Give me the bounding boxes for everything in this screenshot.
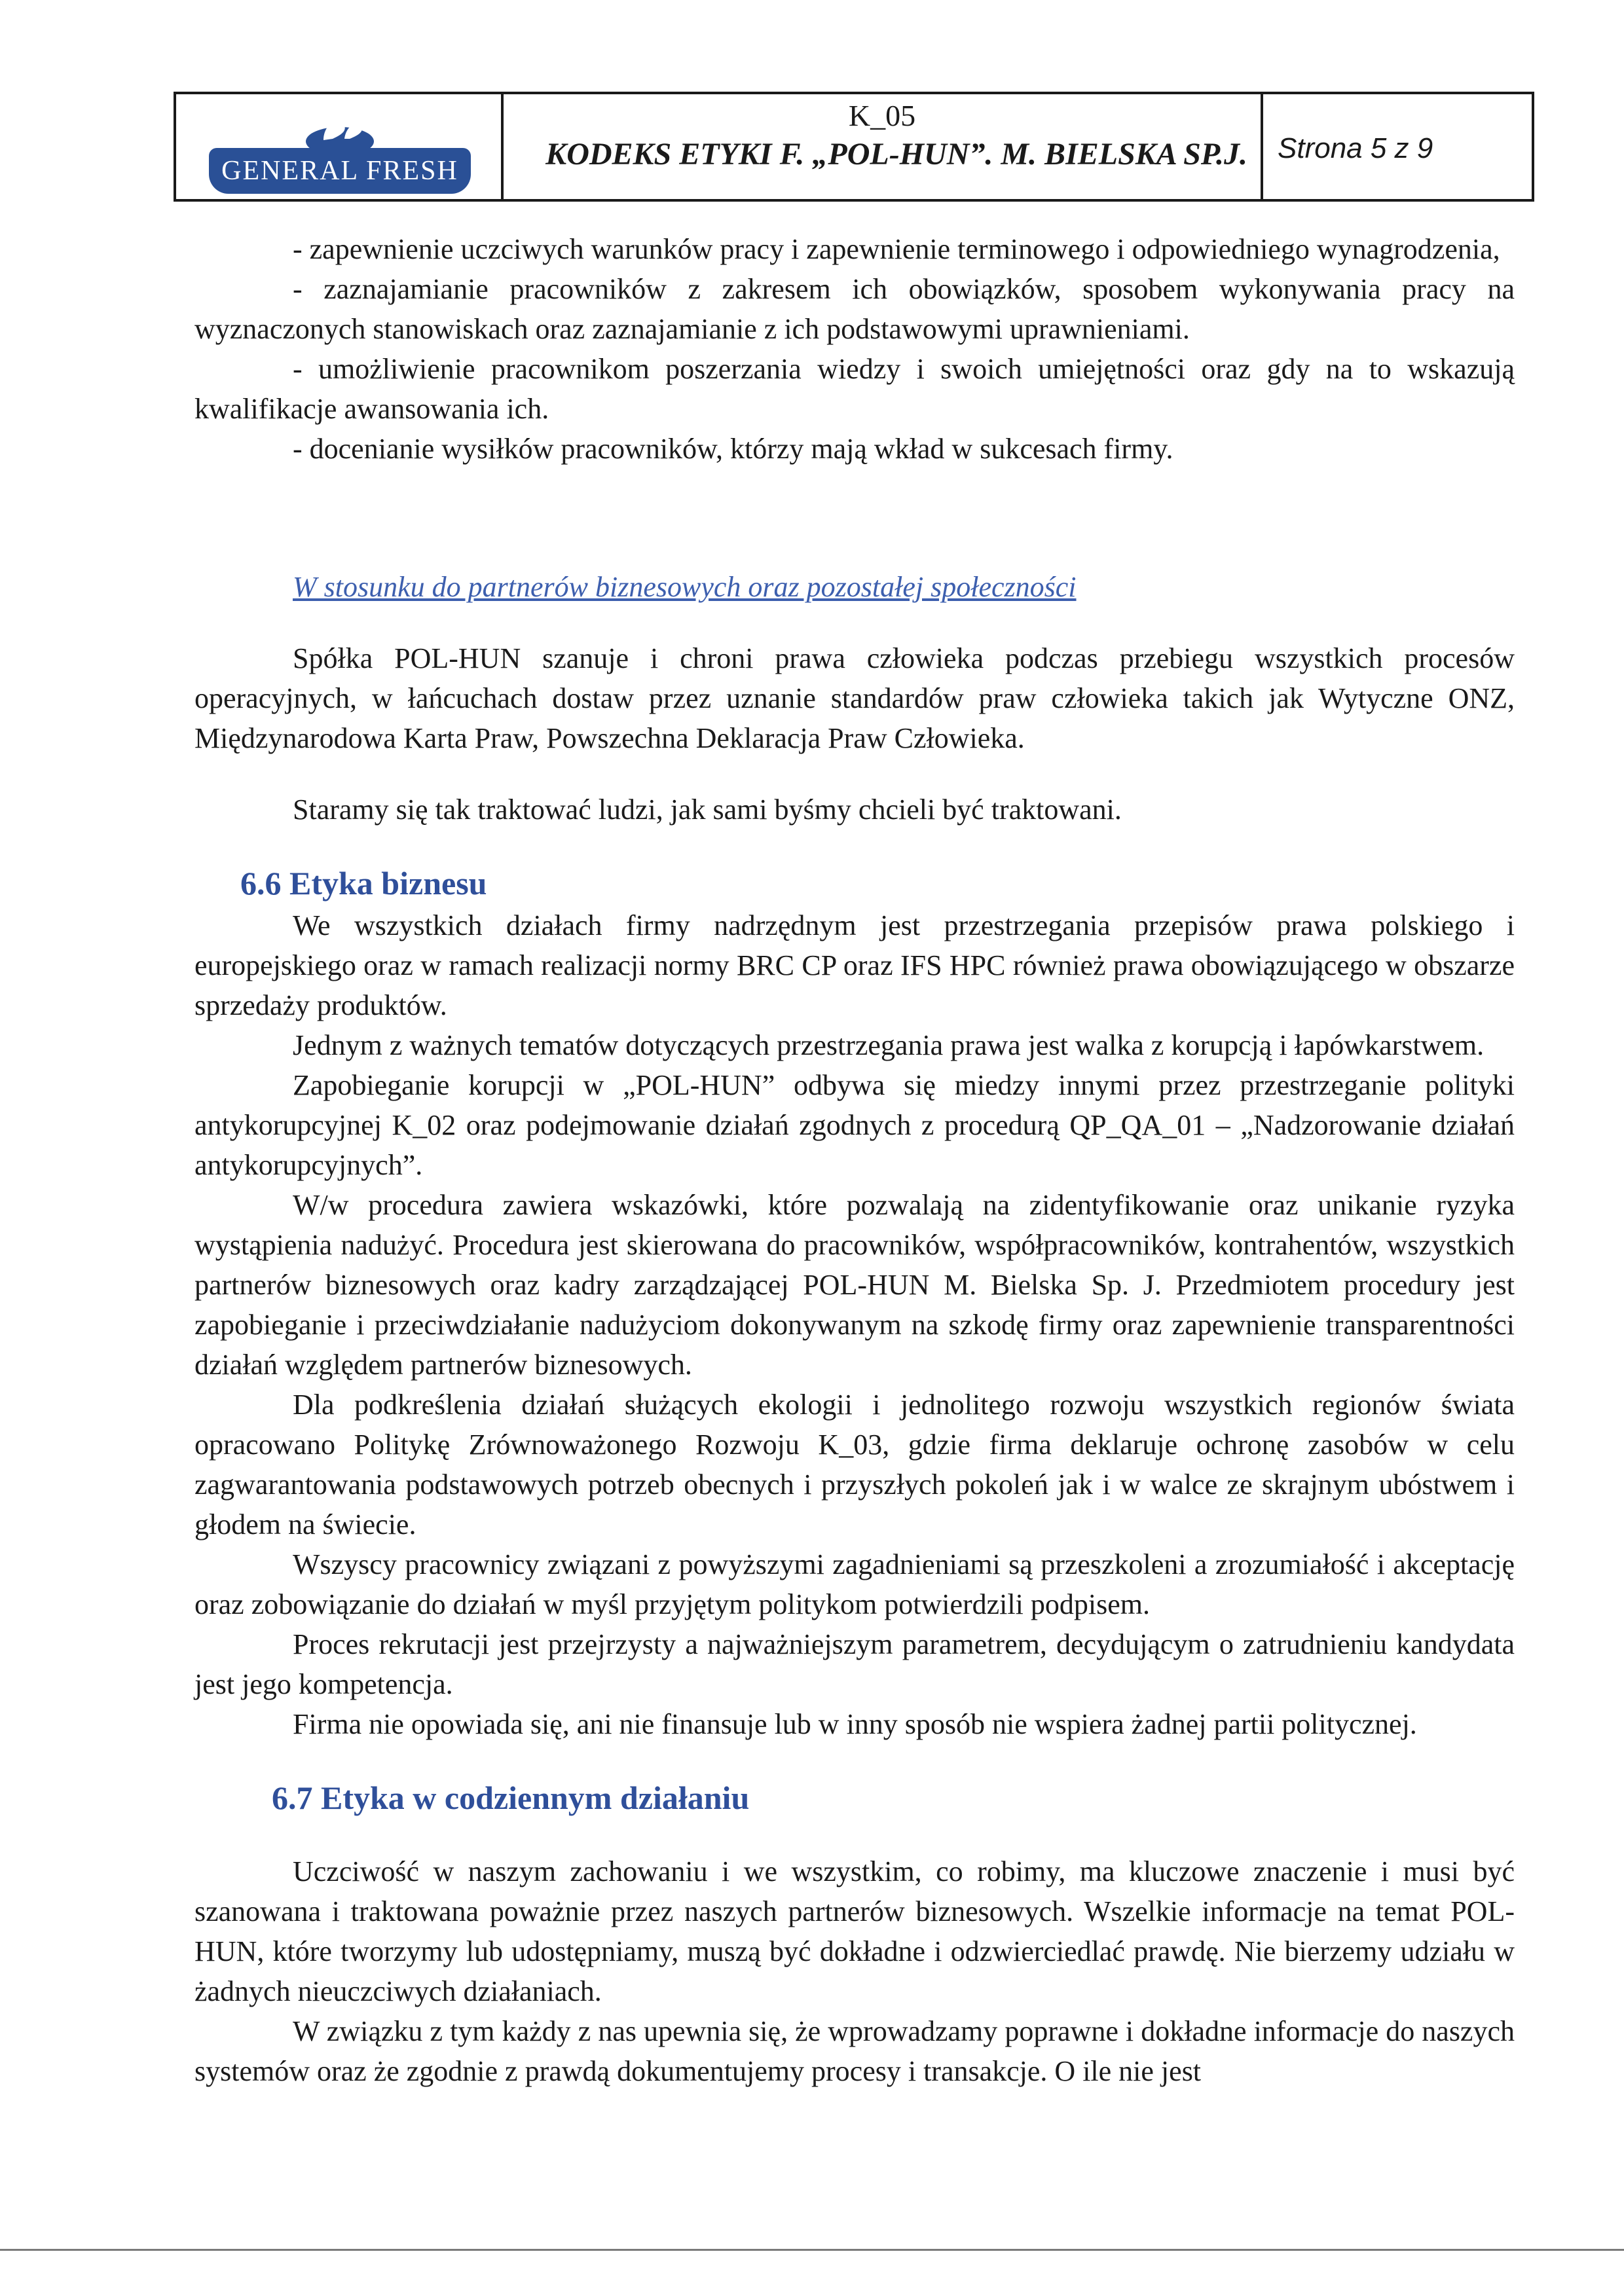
paragraph: Zapobieganie korupcji w „POL-HUN” odbywa się miedzy innymi przez przestrzeganie polityki antykorupcyjnej K_02 oraz podejmowanie działań zgodnych z procedurą QP_QA_01 – „Nadzorowanie działań antykorupcyjnych”. <box>194 1069 1515 1181</box>
page-number-cell <box>1263 94 1532 199</box>
paragraph: Jednym z ważnych tematów dotyczących przestrzegania prawa jest walka z korupcją i łapówkarstwem. <box>293 1029 1485 1061</box>
paragraph: We wszystkich działach firmy nadrzędnym jest przestrzegania przepisów prawa polskiego i europejskiego oraz w ramach realizacji normy BRC CP oraz IFS HPC również prawa obowiązującego w obszarze sprzedaży produktów. <box>194 909 1515 1021</box>
document-title: KODEKS ETYKI F. „POL-HUN”. M. BIELSKA SP.J. <box>545 137 1247 172</box>
bullet-item: - zaznajamianie pracowników z zakresem ich obowiązków, sposobem wykonywania pracy na wyznaczonych stanowiskach oraz zaznajamianie z ich podstawowymi uprawnieniami. <box>194 273 1515 345</box>
logo-cell <box>176 94 504 199</box>
paragraph: Staramy się tak traktować ludzi, jak sami byśmy chcieli być traktowani. <box>293 793 1122 826</box>
paragraph: W związku z tym każdy z nas upewnia się, że wprowadzamy poprawne i dokładne informacje do naszych systemów oraz że zgodnie z prawdą dokumentujemy procesy i transakcje. O ile nie jest <box>194 2015 1515 2087</box>
bullet-item: - docenianie wysiłków pracowników, którzy mają wkład w sukcesach firmy. <box>293 433 1173 465</box>
document-header <box>174 92 1534 202</box>
paragraph: Dla podkreślenia działań służących ekologii i jednolitego rozwoju wszystkich regionów świata opracowano Politykę Zrównoważonego Rozwoju K_03, gdzie firma deklaruje ochronę zasobów w celu zagwarantowania podstawowych potrzeb obecnych i przyszłych pokoleń jak i w walce ze skrajnym ubóstwem i głodem na świecie. <box>194 1389 1515 1540</box>
intro-bullet-list <box>194 229 1515 469</box>
page-number: Strona 5 z 9 <box>1278 132 1433 164</box>
paragraph: Uczciwość w naszym zachowaniu i we wszystkim, co robimy, ma kluczowe znaczenie i musi być szanowana i traktowana poważnie przez naszych partnerów biznesowych. Wszelkie informacje na temat POL-HUN, które tworzymy lub udostępniamy, muszą być dokładne i odzwierciedlać prawdę. Nie bierzemy udziału w żadnych nieuczciwych działaniach. <box>194 1855 1515 2007</box>
logo-wordmark: GENERAL FRESH <box>209 148 471 194</box>
document-body <box>194 229 1515 2091</box>
paragraph: Proces rekrutacji jest przejrzysty a najważniejszym parametrem, decydującym o zatrudnieniu kandydata jest jego kompetencja. <box>194 1628 1515 1700</box>
paragraph: Spółka POL-HUN szanuje i chroni prawa człowieka podczas przebiegu wszystkich procesów operacyjnych, w łańcuchach dostaw przez uznanie standardów praw człowieka takich jak Wytyczne ONZ, Międzynarodowa Karta Praw, Powszechna Deklaracja Praw Człowieka. <box>194 642 1515 754</box>
partners-section-heading: W stosunku do partnerów biznesowych oraz pozostałej społeczności <box>293 571 1077 603</box>
company-logo <box>209 107 471 192</box>
paragraph: Wszyscy pracownicy związani z powyższymi zagadnieniami są przeszkoleni a zrozumiałość i akceptację oraz zobowiązanie do działań w myśl przyjętym politykom potwierdzili podpisem. <box>194 1548 1515 1620</box>
swan-logo-icon <box>304 107 376 153</box>
document-code: K_05 <box>848 99 916 132</box>
section-heading-6-6: 6.6 Etyka biznesu <box>240 865 487 902</box>
title-cell <box>504 94 1263 199</box>
bullet-item: - umożliwienie pracownikom poszerzania wiedzy i swoich umiejętności oraz gdy na to wskazują kwalifikacje awansowania ich. <box>194 353 1515 425</box>
bullet-item: - zapewnienie uczciwych warunków pracy i zapewnienie terminowego i odpowiedniego wynagrodzenia, <box>293 233 1500 265</box>
paragraph: W/w procedura zawiera wskazówki, które pozwalają na zidentyfikowanie oraz unikanie ryzyka wystąpienia nadużyć. Procedura jest skierowana do pracowników, współpracowników, kontrahentów, wszystkich partnerów biznesowych oraz kadry zarządzającej POL-HUN M. Bielska Sp. J. Przedmiotem procedury jest zapobieganie i przeciwdziałanie nadużyciom dokonywanym na szkodę firmy oraz zapewnienie transparentności działań względem partnerów biznesowych. <box>194 1189 1515 1381</box>
paragraph: Firma nie opowiada się, ani nie finansuje lub w inny sposób nie wspiera żadnej partii politycznej. <box>293 1708 1417 1740</box>
section-heading-6-7: 6.7 Etyka w codziennym działaniu <box>272 1779 750 1816</box>
bottom-divider <box>0 2249 1624 2251</box>
